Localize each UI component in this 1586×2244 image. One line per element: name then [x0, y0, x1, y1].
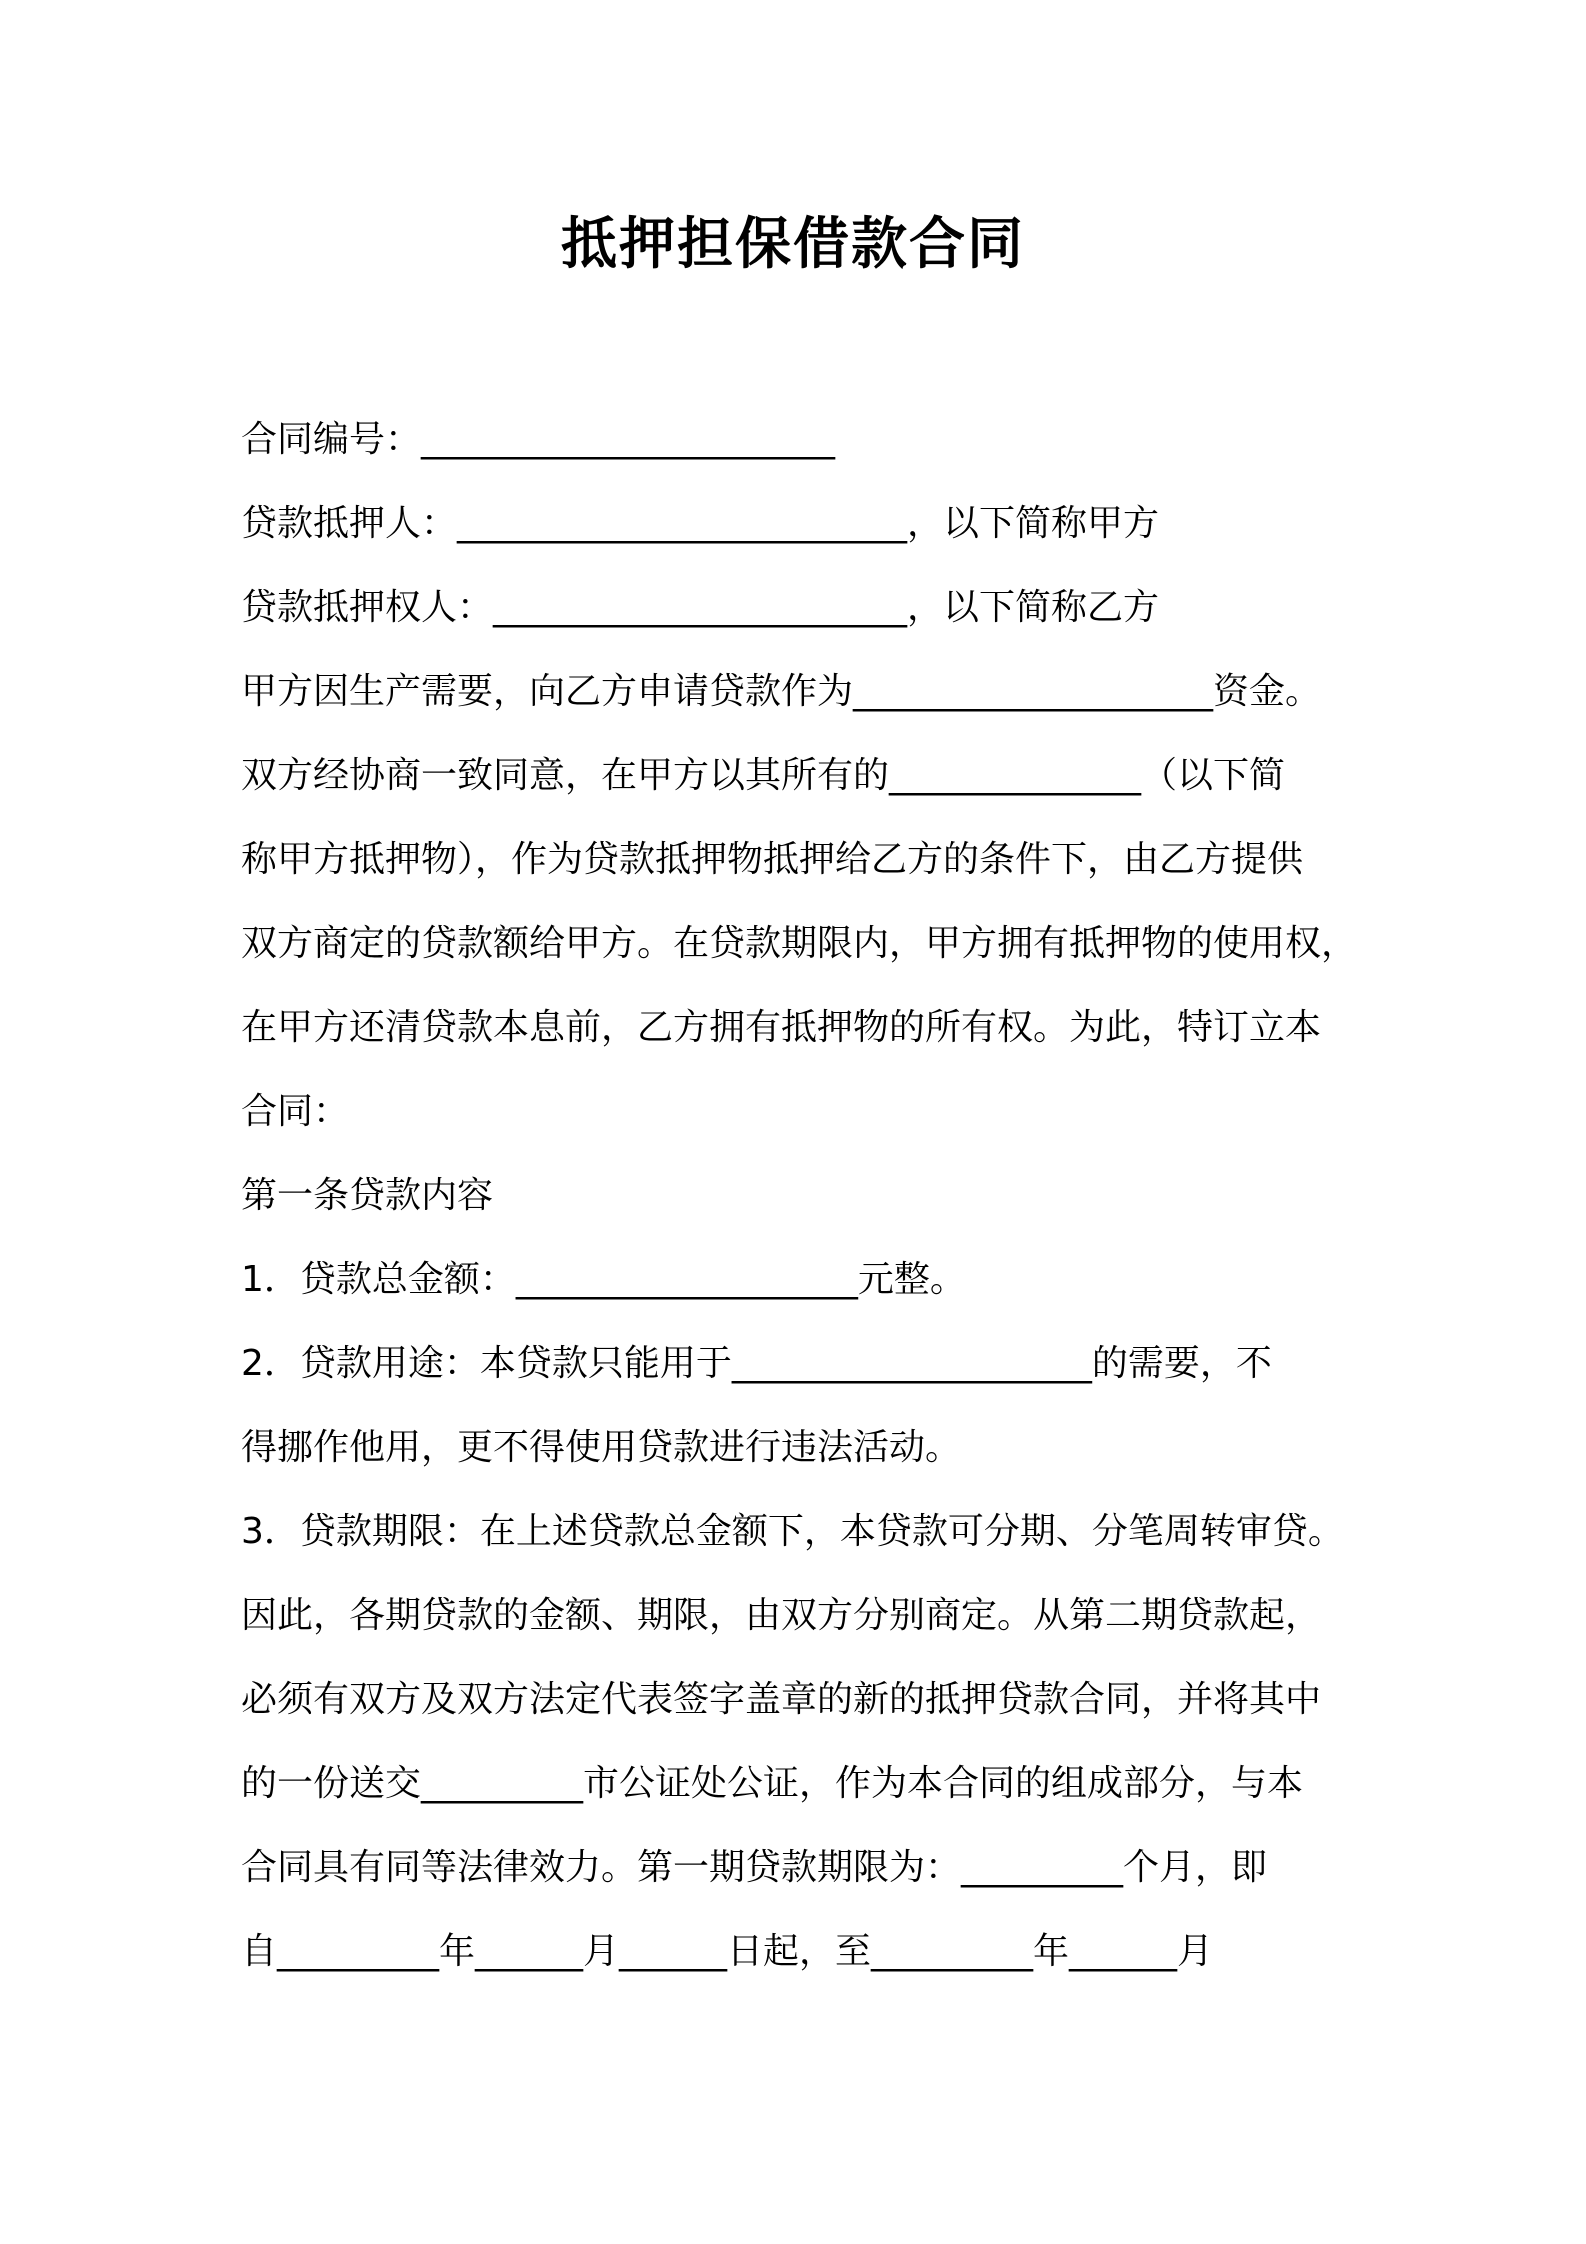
document-title: 抵押担保借款合同	[561, 212, 1025, 277]
preamble-line: 称甲方抵押物），作为贷款抵押物抵押给乙方的条件下，由乙方提供	[241, 839, 1304, 880]
clause-loan-term: 合同具有同等法律效力。第一期贷款期限为：_________个月，即	[241, 1847, 1268, 1888]
mortgagee-line: 贷款抵押权人：_______________________，以下简称乙方	[241, 587, 1160, 628]
clause-loan-term: 因此，各期贷款的金额、期限，由双方分别商定。从第二期贷款起，	[241, 1595, 1322, 1636]
clause-loan-amount: 1．贷款总金额：___________________元整。	[241, 1259, 966, 1300]
preamble-line: 双方经协商一致同意，在甲方以其所有的______________（以下简	[241, 755, 1286, 796]
preamble-line: 合同：	[241, 1091, 350, 1132]
preamble-line: 双方商定的贷款额给甲方。在贷款期限内，甲方拥有抵押物的使用权，	[241, 923, 1358, 964]
clause-loan-term: 3．贷款期限：在上述贷款总金额下，本贷款可分期、分笔周转审贷。	[241, 1511, 1344, 1552]
contract-number-line: 合同编号：_______________________	[241, 419, 836, 460]
preamble-line: 甲方因生产需要，向乙方申请贷款作为____________________资金。	[241, 671, 1322, 712]
article-heading: 第一条贷款内容	[241, 1175, 494, 1216]
mortgagor-line: 贷款抵押人：_________________________，以下简称甲方	[241, 503, 1160, 544]
preamble-line: 在甲方还清贷款本息前，乙方拥有抵押物的所有权。为此，特订立本	[241, 1007, 1322, 1048]
clause-loan-purpose: 2．贷款用途：本贷款只能用于____________________的需要，不	[241, 1343, 1272, 1384]
clause-loan-term: 的一份送交_________市公证处公证，作为本合同的组成部分，与本	[241, 1763, 1304, 1804]
clause-loan-purpose: 得挪作他用，更不得使用贷款进行违法活动。	[241, 1427, 962, 1468]
clause-loan-term: 必须有双方及双方法定代表签字盖章的新的抵押贷款合同，并将其中	[241, 1679, 1322, 1720]
clause-loan-term: 自_________年______月______日起，至_________年______月	[241, 1931, 1214, 1972]
